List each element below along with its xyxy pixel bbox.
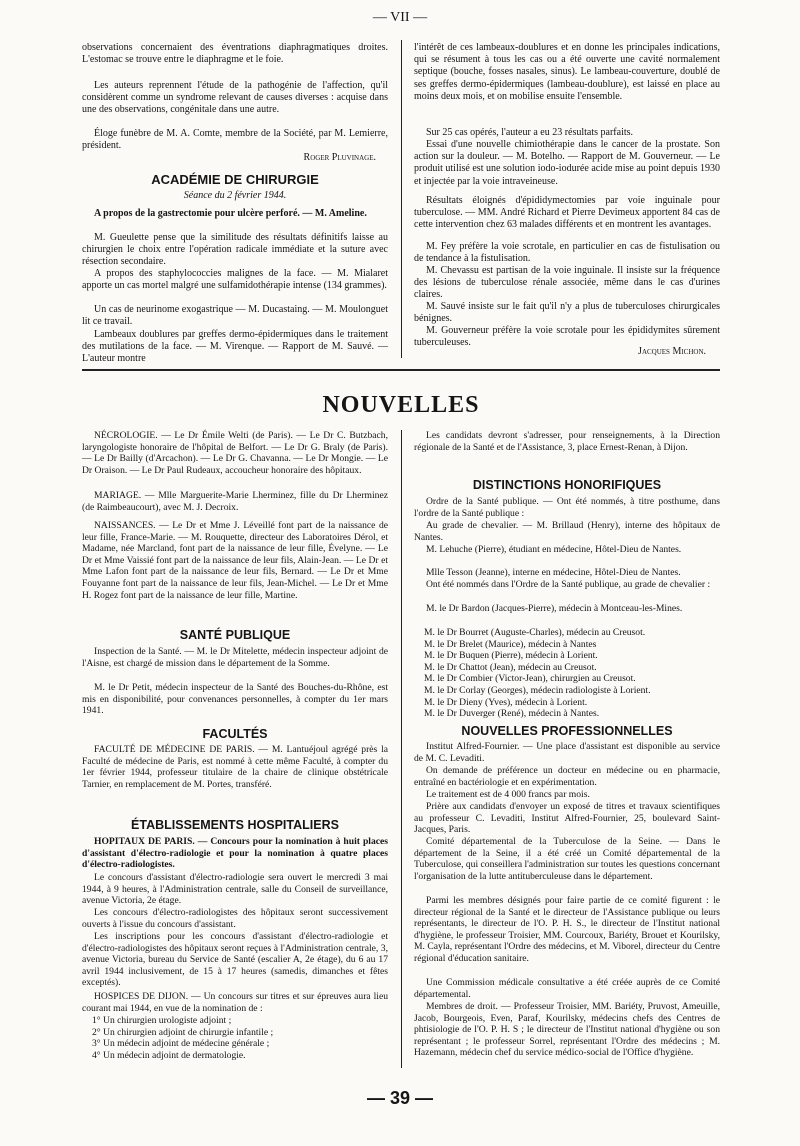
text-membres-designes: Parmi les membres désignés pour faire partie de ce comité figurent : le directeur régional de la Santé et le directeur de l'Assistance publique ou leurs représentants, le directeur de l'O. P. H. S., le directeur de l'Institut national d'hygiène, le professeur Troisier, MM. Courcoux, Bariéty, Brouet et Kourilsky, M. Cayla, représentant l'Ordre des médecins, et M. Viborel, directeur du Centre régional d'éducation sanitaire. [414,895,720,964]
text-concours-radiologistes: Les concours d'électro-radiologistes des hôpitaux seront successivement ouverts à l'issue du concours d'assistant. [82,907,388,930]
text-hopitaux-paris: HOPITAUX DE PARIS. — Concours pour la nomination à huit places d'assistant d'électro-radiologie et pour la nomination à quatre places d'électro-radiologistes. [82,836,388,871]
heading-sante-publique: SANTÉ PUBLIQUE [179,628,291,642]
list-item: 2° Un chirurgien adjoint de chirurgie infantile ; [92,1026,274,1038]
list-item: M. le Dr Corlay (Georges), médecin radiologiste à Lorient. [424,684,651,696]
column-divider-top [401,40,402,358]
list-item: 1° Un chirurgien urologiste adjoint ; [92,1015,232,1026]
text-cas-operes: Sur 25 cas opérés, l'auteur a eu 23 résultats parfaits. [426,127,634,138]
heading-distinctions: DISTINCTIONS HONORIFIQUES [472,478,662,492]
text-fey: M. Fey préfère la voie scrotale, en particulier en cas de fistulisation ou de tendance à la fistulisation. [414,241,720,265]
list-item: M. le Dr Brelet (Maurice), médecin à Nantes [424,638,597,650]
heading-nouvelles: NOUVELLES [322,392,480,418]
heading-academie: ACADÉMIE DE CHIRURGIE [151,172,319,187]
text-epididymectomies: Résultats éloignés d'épididymectomies par voie inguinale pour tuberculose. — MM. André Richard et Pierre Devimeux apportent 84 cas de cette intervention chez 63 malades différents et en montrent les avantages. [414,195,720,231]
dijon-positions-list [82,1015,388,1061]
list-item: M. le Dr Dieny (Yves), médecin à Lorient. [424,696,588,708]
section-rule [82,369,720,371]
column-divider-bottom [401,430,402,1068]
heading-facultes: FACULTÉS [202,727,268,741]
text-commission: Une Commission médicale consultative a été créée auprès de ce Comité départemental. [414,977,720,1000]
text-inscriptions: Les inscriptions pour les concours d'assistant d'électro-radiologie et d'électro-radiologistes des hôpitaux seront reçues à l'Administration centrale, 3, avenue Victoria, bureau du Service de Santé (escalier A, 2e étage), du 6 au 17 avril 1944 inclusivement, de 15 à 17 heures (samedis, dimanches et fêtes exceptés). [82,931,388,989]
signature-pluvinage: Roger Pluvinage. [303,152,376,163]
text-mariage: MARIAGE. — Mlle Marguerite-Marie Lherminez, fille du Dr Lherminez (de Raimbeaucourt), avec M. J. Decroix. [82,490,388,513]
text-lehuche: M. Lehuche (Pierre), étudiant en médecine, Hôtel-Dieu de Nantes. [426,544,682,555]
text-inspection-sante: Inspection de la Santé. — M. le Dr Mitelette, médecin inspecteur adjoint de l'Aisne, est chargé de mission dans le département de la Somme. [82,646,388,669]
text-petit: M. le Dr Petit, médecin inspecteur de la Santé des Bouches-du-Rhône, est mis en disponibilité, pour convenances personnelles, à compter du 1er mars 1941. [82,682,388,717]
list-item: 3° Un médecin adjoint de médecine générale ; [92,1038,270,1050]
text-necrologie: NÉCROLOGIE. — Le Dr Émile Welti (de Paris). — Le Dr C. Butzbach, laryngologiste honoraire de l'hôpital de Belfort. — Le Dr G. Braly (de Paris). — Le Dr Bailly (d'Arcachon). — Le Dr G. Chavanna. — Le Dr Mongie. — Le Dr Oraison. — Le Dr Paul Rudeaux, accoucheur honoraire des hôpitaux. [82,430,388,476]
text-lambeaux: Lambeaux doublures par greffes dermo-épidermiques dans le traitement des mutilations de la face. — M. Virenque. — Rapport de M. Sauvé. — L'auteur montre [82,329,388,365]
text-faculte-paris: FACULTÉ DE MÉDECINE DE PARIS. — M. Lantuéjoul agrégé près la Faculté de médecine de Paris, est nommé à cette même Faculté, à compter du 1er février 1944, professeur titulaire de la chaire de clinique obstétricale Tarnier, en remplacement de M. Portes, transféré. [82,744,388,790]
text-eloge: Éloge funèbre de M. A. Comte, membre de la Société, par M. Lemierre, président. [82,128,388,152]
text-gastrectomie: A propos de la gastrectomie pour ulcère perforé. — M. Ameline. [94,208,367,219]
text-chevassu: M. Chevassu est partisan de la voie inguinale. Il insiste sur la fréquence des lésions de tuberculose rénale associée, même dans le cas d'urines claires. [414,265,720,301]
seance-date: Séance du 2 février 1944. [183,190,287,201]
text-candidats: Les candidats devront s'adresser, pour renseignements, à la Direction régionale de la Santé et de l'Assistance, 3, place Ernest-Renan, à Dijon. [414,430,720,453]
text-preference: On demande de préférence un docteur en médecine ou en pharmacie, entraîné en bactériologie et en expérimentation. [414,765,720,788]
signature-michon: Jacques Michon. [638,346,706,357]
text-staphylococcies: A propos des staphylococcies malignes de la face. — M. Mialaret apporte un cas mortel malgré une sulfamidothérapie intense (134 grammes). [82,268,388,292]
text-brillaud: Au grade de chevalier. — M. Brillaud (Henry), interne des hôpitaux de Nantes. [414,520,720,543]
text-pathogenie: Les auteurs reprennent l'étude de la pathogénie de l'affection, qu'il considèrent comme un syndrome relevant de causes diverses : acquise dans une des observations, congénitale dans une autre. [82,80,388,116]
text-ont-ete-nommes: Ont été nommés dans l'Ordre de la Santé publique, au grade de chevalier : [426,579,711,590]
heading-etablissements: ÉTABLISSEMENTS HOSPITALIERS [131,818,339,832]
list-item: M. le Dr Duverger (René), médecin à Nantes. [424,708,600,720]
page-number: — 39 — [366,1088,434,1108]
text-priere: Prière aux candidats d'envoyer un exposé de titres et travaux scientifiques au professeur C. Levaditi, Institut Alfred-Fournier, 25, boulevard Saint-Jacques, Paris. [414,801,720,836]
text-comite-tuberculose: Comité départemental de la Tuberculose de la Seine. — Dans le département de la Seine, il a été créé un Comité départemental de la Tuberculose, qui conseillera l'administration sur toutes les questions concernant l'organisation de la lutte antituberculeuse dans le département. [414,836,720,882]
text-observations: observations concernaient des éventrations diaphragmatiques droites. L'estomac se trouve entre le diaphragme et le foie. [82,42,388,66]
text-institut-fournier: Institut Alfred-Fournier. — Une place d'assistant est disponible au service de M. C. Levaditi. [414,741,720,764]
page-roman-number: — VII — [372,10,428,25]
list-item: M. le Dr Buquen (Pierre), médecin à Lorient. [424,650,598,662]
list-item: M. le Dr Combier (Victor-Jean), chirurgien au Creusot. [424,673,636,685]
text-lambeaux-suite: l'intérêt de ces lambeaux-doublures et en donne les principales indications, qui se résument à tous les cas ou a été ouverte une cavité normalement septique (bouche, fosses nasales, sinus). Le lambeau-couverture, doublé de ses greffes dermo-épidermiques (lambeau-doublure), est laissé en place au moins deux mois, et on mobilise ensuite l'ensemble. [414,42,720,102]
list-item: M. le Dr Bourret (Auguste-Charles), médecin au Creusot. [424,627,646,638]
text-membres-de-droit: Membres de droit. — Professeur Troisier, MM. Bariéty, Pruvost, Ameuille, Jacob, Bourgeois, Even, Paraf, Kourilsky, médecins chefs des Centres de phtisiologie de l'O. P. H. S ; le directeur de l'Institut national d'hygiène ou son représentant ; le professeur Sorrel, représentant l'Ordre des médecins ; M. Hazemann, médecin chef du service médico-social de l'Office d'hygiène. [414,1001,720,1059]
text-naissances: NAISSANCES. — Le Dr et Mme J. Léveillé font part de la naissance de leur fille, France-Marie. — M. Rouquette, directeur des Laboratoires Dérol, et Madame, née Marcland, font part de la naissance de leur fille, Évelyne. — Le Dr et Mme Vaissié font part de la naissance de leur fils, Alain-Jean. — Le Dr et Mme Lafon font part de la naissance de leur fils, Bernard. — Le Dr et Mme Fouyanne font part de la naissance de leur fils, Jean-Michel. — Le Dr et Mme H. Rogez font part de la naissance de leur fille, Martine. [82,520,388,601]
chevaliers-list [414,627,720,720]
heading-nouvelles-professionnelles: NOUVELLES PROFESSIONNELLES [461,724,673,738]
text-concours-assistant: Le concours d'assistant d'électro-radiologie sera ouvert le mercredi 3 mai 1944, à 9 heures, à l'Administration centrale, salle du Conseil de surveillance, avenue Victoria, 2e étage. [82,872,388,907]
text-neurinome: Un cas de neurinome exogastrique — M. Ducastaing. — M. Moulonguet lit ce travail. [82,304,388,328]
text-hospices-dijon: HOSPICES DE DIJON. — Un concours sur titres et sur épreuves aura lieu courant mai 1944, en vue de la nomination de : [82,991,388,1014]
text-traitement: Le traitement est de 4 000 francs par mois. [426,789,590,800]
list-item: 4° Un médecin adjoint de dermatologie. [92,1049,246,1061]
text-gueulette: M. Gueulette pense que la similitude des résultats définitifs laisse au chirurgien le choix entre l'opération radicale immédiate et la suture avec résection secondaire. [82,232,388,268]
text-tesson: Mlle Tesson (Jeanne), interne en médecine, Hôtel-Dieu de Nantes. [426,567,681,578]
text-sauve: M. Sauvé insiste sur le fait qu'il n'y a plus de tuberculoses chirurgicales bénignes. [414,301,720,325]
text-ordre-sante: Ordre de la Santé publique. — Ont été nommés, à titre posthume, dans l'ordre de la Santé publique : [414,496,720,519]
list-item: M. le Dr Chattot (Jean), médecin au Creusot. [424,661,597,673]
text-prostate: Essai d'une nouvelle chimiothérapie dans le cancer de la prostate. Son action sur la douleur. — M. Botelho. — Rapport de M. Gouverneur. — Le produit utilisé est une solution iodo-iodurée acide mise au point depuis 1930 et injectée par la voie intraveineuse. [414,139,720,187]
text-gouverneur: M. Gouverneur préfère la voie scrotale pour les épididymites sûrement tuberculeuses. [414,325,720,349]
text-bardon: M. le Dr Bardon (Jacques-Pierre), médecin à Montceau-les-Mines. [426,603,683,614]
